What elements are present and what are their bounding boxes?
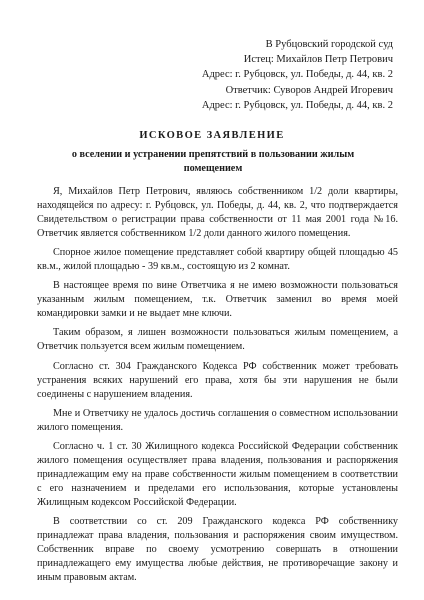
- paragraph: Согласно ч. 1 ст. 30 Жилищного кодекса Российской Федерации собственник жилого помещения осуществляет права владения, пользования и распоряжения принадлежащим ему на праве собственности жилым помещением в соответствии с его назначением и пределами его использования, которые установлены Жилищным кодексом Российской Федерации.: [37, 440, 398, 508]
- paragraph: Спорное жилое помещение представляет собой квартиру общей площадью 45 кв.м., жилой площадью - 39 кв.м., состоящую из 2 комнат.: [37, 247, 398, 273]
- document-header: [202, 37, 393, 113]
- document-body: [37, 185, 398, 590]
- plaintiff-name: Истец: Михайлов Петр Петрович: [243, 54, 393, 66]
- paragraph: Согласно ст. 304 Гражданского Кодекса РФ собственник может требовать устранения всяких нарушений его права, хотя бы эти нарушения не были соединены с нарушением владения.: [37, 360, 398, 400]
- paragraph: В соответствии со ст. 209 Гражданского кодекса РФ собственнику принадлежат права владения, пользования и распоряжения своим имуществом. Собственник вправе по своему усмотрению совершать в отношении принадлежащего ему имущества любые действия, не противоречащие закону и иным правовым актам.: [37, 515, 398, 584]
- defendant-name: Ответчик: Суворов Андрей Игоревич: [225, 84, 393, 96]
- paragraph: В настоящее время по вине Ответчика я не имею возможности пользоваться указанным жилым помещением, т.к. Ответчик заменил во время моей командировки замки и не выдает мне ключи.: [37, 280, 398, 320]
- plaintiff-address: Адрес: г. Рубцовск, ул. Победы, д. 44, кв. 2: [201, 69, 393, 81]
- court-name: В Рубцовский городской суд: [265, 39, 393, 50]
- defendant-address: Адрес: г. Рубцовск, ул. Победы, д. 44, кв. 2: [201, 99, 393, 111]
- paragraph: Я, Михайлов Петр Петрович, являюсь собственником 1/2 доли квартиры, находящейся по адресу: г. Рубцовск, ул. Победы, д. 44, кв. 2, что подтверждается Свидетельством о регистрации права собственности от 11 мая 2001 года №16. Ответчик является собственником 1/2 доли данного жилого помещения.: [37, 186, 398, 240]
- document-subtitle: о вселении и устранении препятствий в пользовании жилым помещением: [71, 149, 355, 174]
- paragraph: Мне и Ответчику не удалось достичь соглашения о совместном использовании жилого помещения.: [37, 407, 398, 433]
- document-title: ИСКОВОЕ ЗАЯВЛЕНИЕ: [139, 130, 285, 141]
- paragraph: Таким образом, я лишен возможности пользоваться жилым помещением, а Ответчик пользуется всем жилым помещением.: [37, 327, 398, 353]
